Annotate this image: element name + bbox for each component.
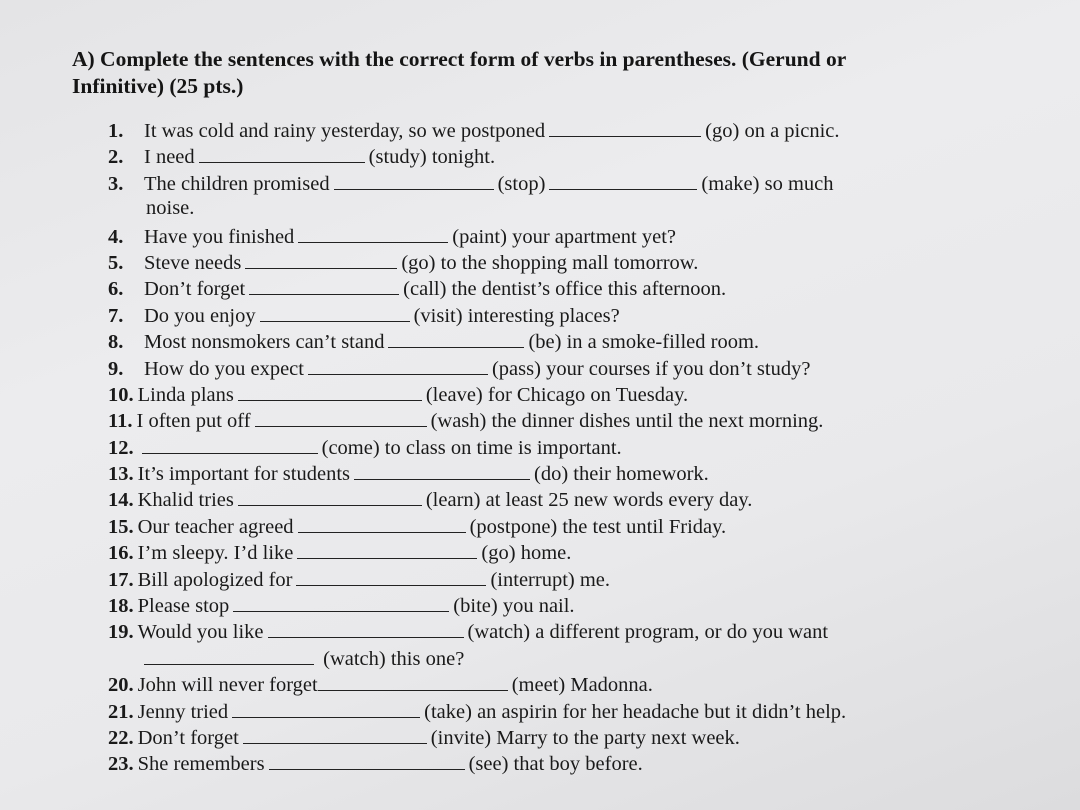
sentence-text: I often put off <box>136 410 251 433</box>
sentence-text: Would you like <box>137 621 264 644</box>
verb-cue: (go) to the shopping mall tomorrow. <box>401 251 699 274</box>
item-number: 19. <box>108 621 134 644</box>
answer-blank[interactable] <box>334 169 494 190</box>
item-number: 11. <box>108 410 133 433</box>
sentence-text: It was cold and rainy yesterday, so we postponed <box>144 120 546 142</box>
verb-cue: (take) an aspirin for her headache but it didn’t help. <box>424 700 847 723</box>
sentence-20 <box>108 670 968 696</box>
item-number: 15. <box>108 515 134 538</box>
sentence-12 <box>108 433 968 459</box>
verb-cue: (go) home. <box>481 542 572 565</box>
sentence-text: I need <box>144 146 195 169</box>
answer-blank[interactable] <box>243 723 427 744</box>
verb-cue: (meet) Madonna. <box>511 674 653 697</box>
sentence-5 <box>108 248 968 274</box>
sentence-text: Do you enjoy <box>144 304 256 327</box>
answer-blank[interactable] <box>388 327 524 348</box>
answer-blank[interactable] <box>249 274 399 295</box>
answer-blank[interactable] <box>232 697 420 718</box>
item-number: 4. <box>108 225 124 248</box>
item-number: 7. <box>108 304 124 327</box>
answer-blank[interactable] <box>199 142 365 163</box>
verb-cue: (make) so much <box>701 172 834 195</box>
answer-blank[interactable] <box>297 538 477 559</box>
verb-cue: (go) on a picnic. <box>705 120 840 142</box>
sentence-1 <box>108 116 968 142</box>
verb-cue: (be) in a smoke-filled room. <box>528 331 760 354</box>
item-number: 18. <box>108 595 134 618</box>
sentence-23 <box>108 749 968 775</box>
sentence-text: Bill apologized for <box>137 568 293 591</box>
item-number: 3. <box>108 172 124 195</box>
sentence-text: I’m sleepy. I’d like <box>137 542 294 565</box>
answer-blank[interactable] <box>318 670 508 691</box>
sentence-19 <box>108 617 968 643</box>
answer-blank[interactable] <box>144 644 314 665</box>
sentence-2 <box>108 142 968 168</box>
item-number: 23. <box>108 753 134 776</box>
verb-cue: (pass) your courses if you don’t study? <box>491 357 811 380</box>
item-number: 2. <box>108 146 124 169</box>
sentence-text: How do you expect <box>144 357 304 380</box>
verb-cue: (postpone) the test until Friday. <box>469 515 727 538</box>
verb-cue: (see) that boy before. <box>468 753 643 776</box>
answer-blank[interactable] <box>238 380 422 401</box>
sentence-17 <box>108 565 968 591</box>
sentence-11 <box>108 406 968 432</box>
answer-blank[interactable] <box>298 512 466 533</box>
item-number: 1. <box>108 120 124 142</box>
verb-cue: (do) their homework. <box>534 463 709 486</box>
sentence-6 <box>108 274 968 300</box>
sentence-4 <box>108 222 968 248</box>
sentence-text: Have you finished <box>144 225 295 248</box>
sentence-text: Jenny tried <box>137 700 229 723</box>
verb-cue: (interrupt) me. <box>490 568 611 591</box>
answer-blank[interactable] <box>233 591 449 612</box>
sentence-text: It’s important for students <box>137 463 351 486</box>
item-number: 14. <box>108 489 134 512</box>
item-number: 16. <box>108 542 134 565</box>
sentence-text: Most nonsmokers can’t stand <box>144 331 385 354</box>
verb-cue: (learn) at least 25 new words every day. <box>425 489 753 512</box>
item-number: 10. <box>108 383 134 406</box>
verb-cue: (watch) this one? <box>323 647 465 670</box>
item-number: 13. <box>108 463 134 486</box>
sentence-text: Don’t forget <box>137 726 239 749</box>
answer-blank[interactable] <box>298 222 448 243</box>
item-number: 5. <box>108 251 124 274</box>
answer-blank[interactable] <box>549 116 701 137</box>
sentence-text: She remembers <box>137 753 265 776</box>
item-number: 21. <box>108 700 134 723</box>
sentence-3-continuation: noise. <box>146 197 195 220</box>
item-number: 12. <box>108 436 134 459</box>
sentence-3 <box>108 169 968 195</box>
answer-blank[interactable] <box>268 617 464 638</box>
verb-cue: (call) the dentist’s office this afternoon. <box>403 278 727 301</box>
answer-blank[interactable] <box>354 459 530 480</box>
exercise-heading <box>72 46 932 100</box>
sentence-text: Our teacher agreed <box>137 515 294 538</box>
verb-cue: (visit) interesting places? <box>413 304 620 327</box>
sentence-text: Khalid tries <box>137 489 234 512</box>
answer-blank[interactable] <box>260 301 410 322</box>
sentence-text: Don’t forget <box>144 278 246 301</box>
item-number: 22. <box>108 726 134 749</box>
heading-line-1: A) Complete the sentences with the correct form of verbs in parentheses. (Gerund or <box>72 47 847 71</box>
answer-blank[interactable] <box>549 169 697 190</box>
verb-cue: (invite) Marry to the party next week. <box>430 726 740 749</box>
answer-blank[interactable] <box>245 248 397 269</box>
answer-blank[interactable] <box>296 565 486 586</box>
sentence-text: Steve needs <box>144 251 242 274</box>
sentence-text: John will never forget <box>137 674 318 697</box>
sentence-8 <box>108 327 968 353</box>
item-number: 8. <box>108 331 124 354</box>
sentence-text: The children promised <box>144 172 330 195</box>
verb-cue: (watch) a different program, or do you want <box>467 621 829 644</box>
sentence-13 <box>108 459 968 485</box>
verb-cue: (stop) <box>497 172 546 195</box>
verb-cue: (study) tonight. <box>368 146 496 169</box>
sentence-16 <box>108 538 968 564</box>
item-number: 17. <box>108 568 134 591</box>
answer-blank[interactable] <box>255 406 427 427</box>
sentence-15 <box>108 512 968 538</box>
verb-cue: (paint) your apartment yet? <box>452 225 676 248</box>
sentence-18 <box>108 591 968 617</box>
verb-cue: (bite) you nail. <box>453 595 575 618</box>
sentence-22 <box>108 723 968 749</box>
answer-blank[interactable] <box>308 354 488 375</box>
sentence-9 <box>108 354 968 380</box>
answer-blank[interactable] <box>238 485 422 506</box>
sentence-19-continuation <box>108 644 968 670</box>
sentence-14 <box>108 485 968 511</box>
item-number: 20. <box>108 674 134 697</box>
sentence-10 <box>108 380 968 406</box>
item-number: 9. <box>108 357 124 380</box>
sentence-text: Please stop <box>137 595 230 618</box>
sentence-list <box>108 116 968 776</box>
verb-cue: (wash) the dinner dishes until the next morning. <box>430 410 824 433</box>
sentence-text: Linda plans <box>137 383 234 406</box>
item-number: 6. <box>108 278 124 301</box>
answer-blank[interactable] <box>142 433 318 454</box>
sentence-7 <box>108 301 968 327</box>
answer-blank[interactable] <box>269 749 465 770</box>
heading-line-2: Infinitive) (25 pts.) <box>72 74 244 98</box>
sentence-21 <box>108 697 968 723</box>
verb-cue: (leave) for Chicago on Tuesday. <box>425 383 689 406</box>
verb-cue: (come) to class on time is important. <box>321 436 622 459</box>
